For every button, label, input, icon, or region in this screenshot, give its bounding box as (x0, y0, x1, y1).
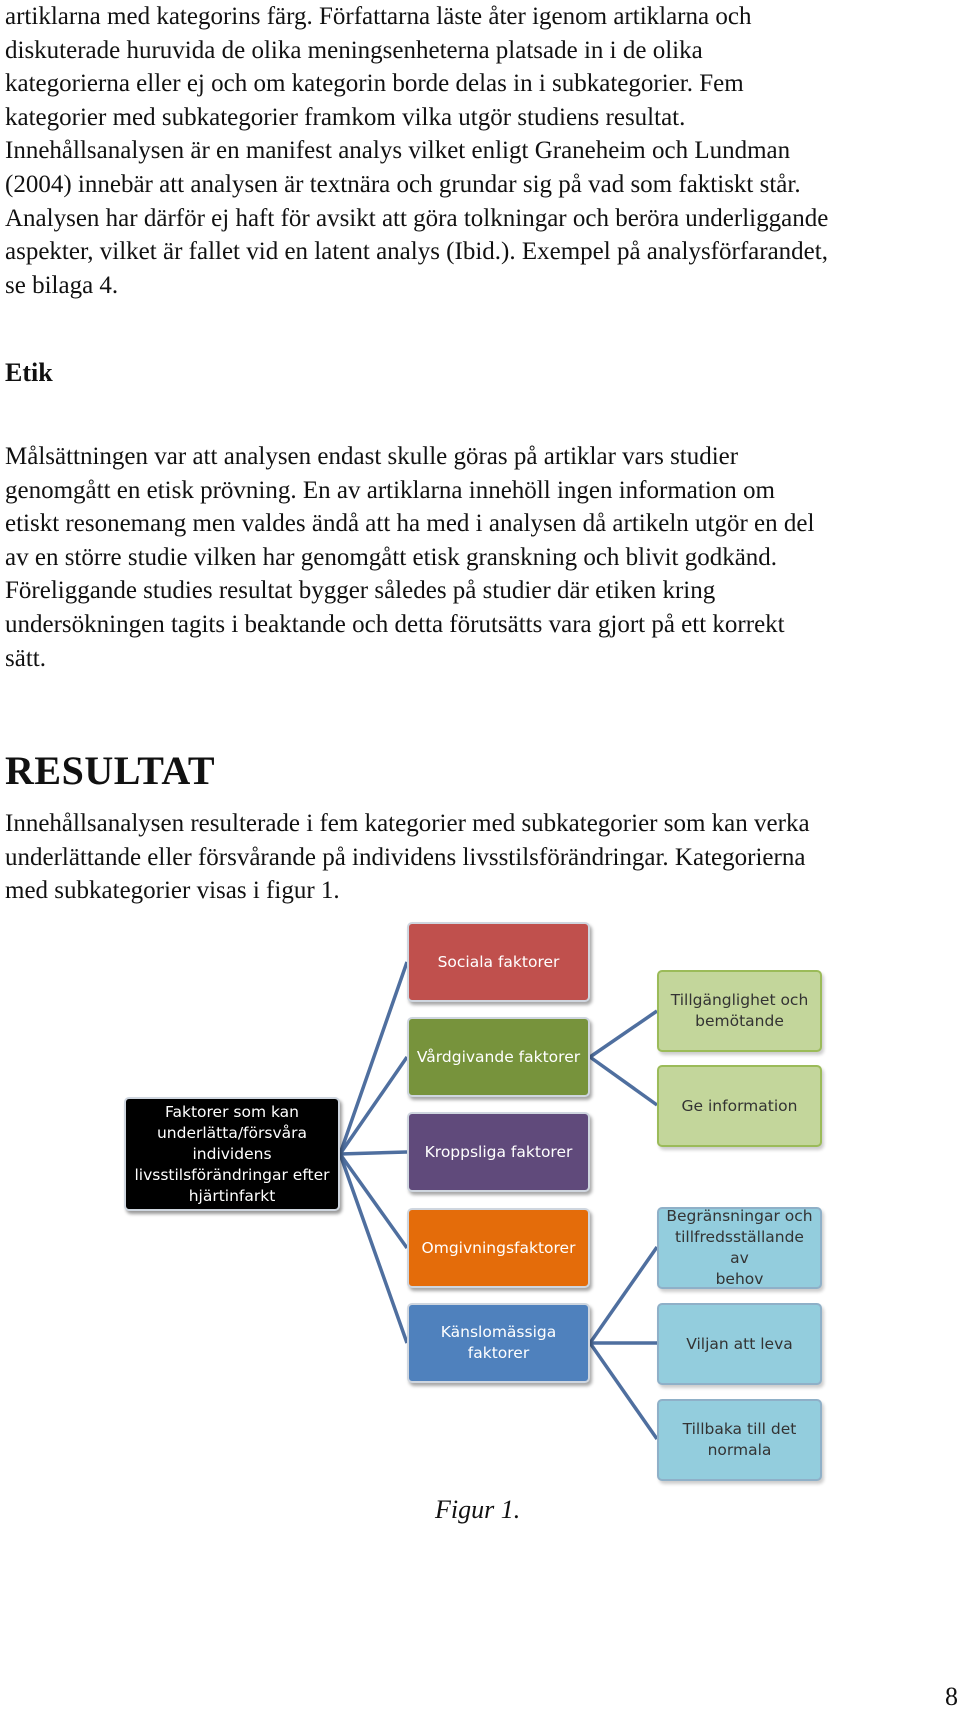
subcategory-label: Tillgänglighet och bemötande (670, 991, 809, 1030)
text-line: Föreliggande studies resultat bygger således på studier där etiken kring (5, 577, 716, 605)
category-label: Omgivningsfaktorer (421, 1238, 576, 1257)
root-factor-label: Faktorer som kan underlätta/försvåra individens livsstilsförändringar efter hjärtinfarkt (134, 1102, 330, 1205)
subcategory-ge-information (657, 1065, 822, 1147)
subcategory-label: Begränsningar och tillfredsställande av behov (666, 1207, 813, 1288)
subcategory-viljan-att-leva (657, 1303, 822, 1385)
category-omgivningsfaktorer (407, 1208, 590, 1288)
connector-line (590, 1247, 657, 1343)
text-line: Målsättningen var att analysen endast skulle göras på artiklar vars studier (5, 443, 739, 470)
resultat-heading: RESULTAT (5, 748, 216, 793)
category-kroppsliga-faktorer (407, 1112, 590, 1192)
connector-line (590, 1057, 657, 1105)
text-line: artiklarna med kategorins färg. Författarna läste åter igenom artiklarna och (5, 3, 752, 30)
text-line: undersökningen tagits i beaktande och detta förutsätts vara gjort på ett korrekt (5, 610, 785, 638)
category-kanslomassiga-faktorer (407, 1303, 590, 1383)
text-line: av en större studie vilken har genomgått etisk granskning och blivit godkänd. (5, 543, 778, 571)
connector-line (340, 962, 407, 1154)
root-connectors (340, 962, 407, 1343)
connector-line (340, 1154, 407, 1248)
subcategory-begransningar (657, 1207, 822, 1289)
etik-heading: Etik (5, 358, 53, 387)
text-line: sätt. (5, 644, 46, 672)
text-line: (2004) innebär att analysen är textnära och grundar sig på vad som faktiskt står. (5, 170, 801, 198)
vardgivande-connectors (590, 1011, 657, 1105)
connector-line (340, 1152, 407, 1154)
text-line: aspekter, vilket är fallet vid en latent analys (Ibid.). Exempel på analysförfarandet, (5, 238, 828, 266)
text-line: underlättande eller försvårande på individens livsstilsförändringar. Kategorierna (5, 843, 806, 871)
text-line: Innehållsanalysen resulterade i fem kategorier med subkategorier som kan verka (5, 810, 810, 837)
connector-line (340, 1057, 407, 1154)
subcategory-label: Tillbaka till det normala (682, 1420, 797, 1459)
text-line: diskuterade huruvida de olika meningsenheterna platsade in i de olika (5, 36, 703, 64)
text-line: genomgått en etisk prövning. En av artiklarna innehöll ingen information om (5, 476, 775, 504)
page-number: 8 (945, 1682, 958, 1711)
kanslomassiga-connectors (590, 1247, 657, 1439)
text-line: se bilaga 4. (5, 271, 119, 299)
text-line: kategorier med subkategorier framkom vilka utgör studiens resultat. (5, 103, 686, 131)
text-line: kategorierna eller ej och om kategorin borde delas in i subkategorier. Fem (5, 70, 744, 98)
text-line: Innehållsanalysen är en manifest analys vilket enligt Graneheim och Lundman (5, 137, 791, 165)
category-label: Kroppsliga faktorer (424, 1142, 573, 1161)
subcategory-label: Viljan att leva (686, 1334, 793, 1353)
category-label: Sociala faktorer (437, 952, 560, 971)
category-vardgivande-faktorer (407, 1017, 590, 1097)
connector-line (590, 1011, 657, 1057)
connector-line (590, 1343, 657, 1439)
figure-caption: Figur 1. (435, 1495, 521, 1524)
root-factor-box (124, 1097, 340, 1211)
text-line: etiskt resonemang men valdes ändå att ha med i analysen då artikeln utgör en del (5, 510, 815, 538)
connector-line (340, 1154, 407, 1343)
category-sociala-faktorer (407, 922, 590, 1002)
subcategory-tillbaka-till-det-normala (657, 1399, 822, 1481)
category-label: Vårdgivande faktorer (416, 1047, 581, 1066)
subcategory-tillganglighet (657, 970, 822, 1052)
subcategory-label: Ge information (681, 1096, 798, 1115)
category-label: Känslomässiga faktorer (440, 1323, 557, 1362)
text-line: Analysen har därför ej haft för avsikt att göra tolkningar och beröra underliggande (5, 204, 829, 232)
text-line: med subkategorier visas i figur 1. (5, 877, 340, 905)
